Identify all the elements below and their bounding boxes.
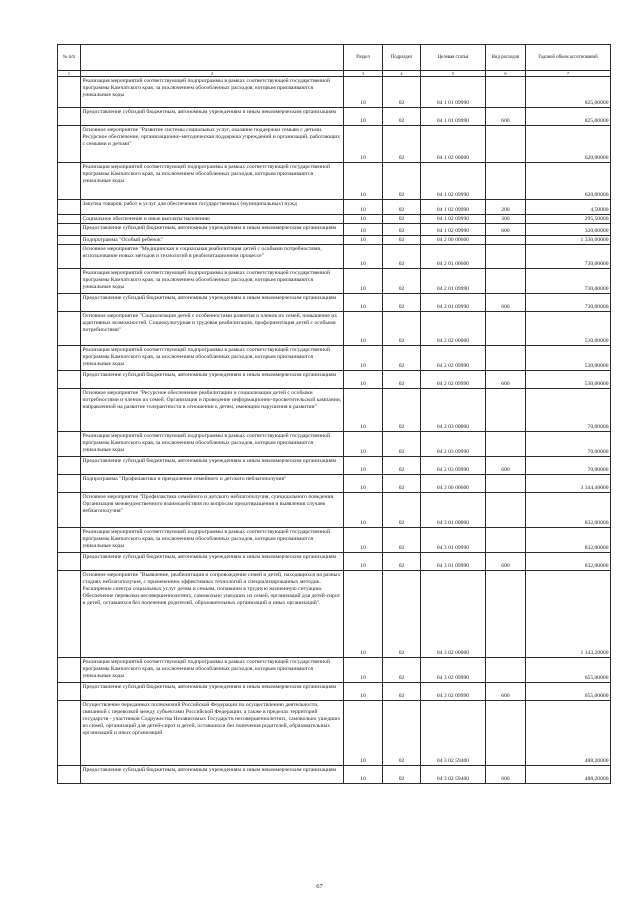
row-name-cell: Основное мероприятие "Ресурсное обеспечение реабилитации и социализации детей с особыми потребностями и членов их семей. Организация и проведение информационно-просветительской кампании, направленной на развитие толерантности в отношении к детям, имеющим нарушения в развитии" — [81, 389, 344, 432]
row-amount-cell: 832,00000 — [526, 528, 611, 553]
row-number-cell — [58, 571, 81, 658]
row-target-article-cell: 04 3 02 09990 — [421, 683, 486, 701]
row-razdel-cell: 10 — [344, 493, 383, 528]
row-name-cell: Предоставление субсидий бюджетным, автономным учреждениям и иным некоммерческим организациям — [81, 224, 344, 236]
row-number-cell — [58, 269, 81, 294]
row-name-cell: Основное мероприятие "Профилактика семейного и детского неблагополучия, суицидального поведения. Организация межведомственного взаимодействия по вопросам предотвращения и выявления случаев неблагополучия" — [81, 493, 344, 528]
row-target-article-cell: 04 3 01 09990 — [421, 553, 486, 571]
row-number-cell — [58, 389, 81, 432]
row-razdel-cell: 10 — [344, 701, 383, 766]
row-number-cell — [58, 701, 81, 766]
row-number-cell — [58, 312, 81, 346]
row-podrazdel-cell: 02 — [383, 312, 421, 346]
row-amount-cell: 655,00000 — [526, 658, 611, 683]
row-number-cell — [58, 766, 81, 784]
row-expense-type-cell — [486, 528, 526, 553]
row-expense-type-cell — [486, 77, 526, 108]
row-podrazdel-cell: 02 — [383, 571, 421, 658]
row-name-cell: Предоставление субсидий бюджетным, автономным учреждениям и иным некоммерческим организациям — [81, 294, 344, 312]
row-podrazdel-cell: 02 — [383, 294, 421, 312]
table-row — [58, 371, 611, 389]
row-razdel-cell: 10 — [344, 236, 383, 245]
row-number-cell — [58, 215, 81, 224]
table-row — [58, 312, 611, 346]
row-expense-type-cell: 600 — [486, 457, 526, 475]
row-expense-type-cell — [486, 269, 526, 294]
row-number-cell — [58, 126, 81, 163]
row-amount-cell: 730,00000 — [526, 245, 611, 269]
row-podrazdel-cell: 02 — [383, 389, 421, 432]
row-podrazdel-cell: 02 — [383, 493, 421, 528]
row-razdel-cell: 10 — [344, 766, 383, 784]
row-podrazdel-cell: 02 — [383, 658, 421, 683]
row-amount-cell: 655,00000 — [526, 683, 611, 701]
row-amount-cell: 530,00000 — [526, 371, 611, 389]
row-expense-type-cell — [486, 312, 526, 346]
row-name-cell: Социальное обеспечение и иные выплаты населению — [81, 215, 344, 224]
col-number: 3 — [344, 71, 383, 77]
row-podrazdel-cell: 02 — [383, 528, 421, 553]
row-target-article-cell: 04 3 01 09990 — [421, 528, 486, 553]
row-name-cell: Реализация мероприятий соответствующей подпрограммы в рамках соответствующей государственной программы Камчатского края, за исключением обособленных расходов, которым присваиваются уникальные коды — [81, 658, 344, 683]
row-amount-cell: 488,20000 — [526, 701, 611, 766]
table-row — [58, 346, 611, 371]
row-razdel-cell: 10 — [344, 571, 383, 658]
row-name-cell: Предоставление субсидий бюджетным, автономным учреждениям и иным некоммерческим организациям — [81, 108, 344, 126]
row-razdel-cell: 10 — [344, 77, 383, 108]
table-row — [58, 766, 611, 784]
row-target-article-cell: 04 3 02 00000 — [421, 571, 486, 658]
row-number-cell — [58, 457, 81, 475]
row-expense-type-cell: 300 — [486, 215, 526, 224]
row-podrazdel-cell: 02 — [383, 126, 421, 163]
row-amount-cell: 620,00000 — [526, 126, 611, 163]
row-name-cell: Осуществление переданных полномочий Российской Федерации по осуществлению деятельности, связанной с перевозкой между субъектами Российской Федерации, а также в пределах территорий государств - участников Содружества Независимых Государств несовершеннолетних, самовольно ушедших из семей, организаций для детей-сирот и детей, оставшихся без попечения родителей, образовательных организаций и иных организаций — [81, 701, 344, 766]
table-row — [58, 475, 611, 493]
table-row — [58, 163, 611, 200]
row-target-article-cell: 04 3 02 59400 — [421, 701, 486, 766]
row-podrazdel-cell: 02 — [383, 766, 421, 784]
table-row — [58, 493, 611, 528]
col-number: 4 — [383, 71, 421, 77]
budget-table-sheet — [57, 44, 610, 784]
row-name-cell: Реализация мероприятий соответствующей подпрограммы в рамках соответствующей государственной программы Камчатского края, за исключением обособленных расходов, которым присваиваются уникальные коды — [81, 432, 344, 457]
row-number-cell — [58, 346, 81, 371]
row-amount-cell: 488,20000 — [526, 766, 611, 784]
row-razdel-cell: 10 — [344, 389, 383, 432]
header-expense-type: Вид расходов — [486, 45, 526, 71]
row-target-article-cell: 04 1 01 09990 — [421, 108, 486, 126]
row-razdel-cell: 10 — [344, 475, 383, 493]
row-amount-cell: 295,50000 — [526, 215, 611, 224]
row-target-article-cell: 04 2 02 00000 — [421, 312, 486, 346]
row-razdel-cell: 10 — [344, 432, 383, 457]
row-expense-type-cell — [486, 245, 526, 269]
row-number-cell — [58, 658, 81, 683]
row-podrazdel-cell: 02 — [383, 215, 421, 224]
header-name — [81, 45, 344, 71]
row-amount-cell: 3 344,40000 — [526, 475, 611, 493]
row-amount-cell: 1 330,00000 — [526, 236, 611, 245]
row-name-cell: Реализация мероприятий соответствующей подпрограммы в рамках соответствующей государственной программы Камчатского края, за исключением обособленных расходов, которым присваиваются уникальные коды — [81, 528, 344, 553]
row-podrazdel-cell: 02 — [383, 475, 421, 493]
row-podrazdel-cell: 02 — [383, 346, 421, 371]
row-razdel-cell: 10 — [344, 528, 383, 553]
row-target-article-cell: 04 3 01 00000 — [421, 493, 486, 528]
row-podrazdel-cell: 02 — [383, 269, 421, 294]
row-target-article-cell: 04 2 02 09990 — [421, 371, 486, 389]
row-target-article-cell: 04 2 01 09990 — [421, 269, 486, 294]
row-name-cell: Закупка товаров, работ и услуг для обеспечения государственных (муниципальных) нужд — [81, 200, 344, 215]
row-razdel-cell: 10 — [344, 215, 383, 224]
row-target-article-cell: 04 1 02 09990 — [421, 224, 486, 236]
row-name-cell: Основное мероприятие "Социализация детей с особенностями развития и членов их семей, повышение их адаптивных возможностей. Социокультурная и трудовая реабилитация, профориентация детей с особыми потребностями" — [81, 312, 344, 346]
header-num: № п/п — [58, 45, 81, 71]
row-razdel-cell: 10 — [344, 683, 383, 701]
row-expense-type-cell — [486, 163, 526, 200]
row-razdel-cell: 10 — [344, 269, 383, 294]
row-target-article-cell: 04 2 01 09990 — [421, 294, 486, 312]
row-name-cell: Предоставление субсидий бюджетным, автономным учреждениям и иным некоммерческим организациям — [81, 371, 344, 389]
row-razdel-cell: 10 — [344, 346, 383, 371]
row-expense-type-cell — [486, 701, 526, 766]
row-razdel-cell: 10 — [344, 163, 383, 200]
row-name-cell: Подпрограмма "Профилактика и преодоление семейного и детского неблагополучия" — [81, 475, 344, 493]
table-row — [58, 701, 611, 766]
row-amount-cell: 620,00000 — [526, 163, 611, 200]
row-number-cell — [58, 108, 81, 126]
page-number: 67 — [316, 883, 323, 890]
header-podrazdel: Подраздел — [383, 45, 421, 71]
row-target-article-cell: 04 2 03 09990 — [421, 457, 486, 475]
table-row — [58, 224, 611, 236]
row-expense-type-cell: 600 — [486, 224, 526, 236]
row-amount-cell: 730,00000 — [526, 294, 611, 312]
row-podrazdel-cell: 02 — [383, 432, 421, 457]
row-target-article-cell: 04 2 03 00000 — [421, 389, 486, 432]
row-target-article-cell: 04 3 00 00000 — [421, 475, 486, 493]
row-expense-type-cell: 600 — [486, 766, 526, 784]
row-number-cell — [58, 683, 81, 701]
row-razdel-cell: 10 — [344, 312, 383, 346]
row-expense-type-cell — [486, 493, 526, 528]
row-expense-type-cell: 600 — [486, 553, 526, 571]
row-number-cell — [58, 371, 81, 389]
header-annual-volume: Годовой объем ассигнований — [526, 45, 611, 71]
row-target-article-cell: 04 2 03 09990 — [421, 432, 486, 457]
col-number: 2 — [81, 71, 344, 77]
row-target-article-cell: 04 2 01 00000 — [421, 245, 486, 269]
table-row — [58, 269, 611, 294]
row-amount-cell: 1 143,20000 — [526, 571, 611, 658]
table-row — [58, 683, 611, 701]
row-target-article-cell: 04 1 02 09990 — [421, 200, 486, 215]
row-name-cell: Основное мероприятие "Развитие системы социальных услуг, оказание поддержки семьям с детьми. Ресурсное обеспечение, организационно-методическая поддержка учреждений и организаций, работающих с семьями и детьми" — [81, 126, 344, 163]
row-target-article-cell: 04 1 02 09990 — [421, 163, 486, 200]
table-row — [58, 108, 611, 126]
row-amount-cell: 530,00000 — [526, 312, 611, 346]
table-row — [58, 245, 611, 269]
row-podrazdel-cell: 02 — [383, 77, 421, 108]
row-podrazdel-cell: 02 — [383, 457, 421, 475]
row-amount-cell: 320,00000 — [526, 224, 611, 236]
row-razdel-cell: 10 — [344, 108, 383, 126]
row-target-article-cell: 04 1 02 00000 — [421, 126, 486, 163]
row-number-cell — [58, 77, 81, 108]
row-razdel-cell: 10 — [344, 457, 383, 475]
row-podrazdel-cell: 02 — [383, 553, 421, 571]
header-row — [58, 45, 611, 71]
row-number-cell — [58, 553, 81, 571]
row-name-cell: Предоставление субсидий бюджетным, автономным учреждениям и иным некоммерческим организациям — [81, 553, 344, 571]
row-amount-cell: 825,00000 — [526, 77, 611, 108]
row-amount-cell: 70,00000 — [526, 432, 611, 457]
table-row — [58, 432, 611, 457]
row-name-cell: Основное мероприятие "Медицинская и социальная реабилитация детей с особыми потребностями, использование новых методов и технологий в реабилитационном процессе" — [81, 245, 344, 269]
row-razdel-cell: 10 — [344, 245, 383, 269]
row-expense-type-cell — [486, 126, 526, 163]
row-name-cell: Предоставление субсидий бюджетным, автономным учреждениям и иным некоммерческим организациям — [81, 766, 344, 784]
row-target-article-cell: 04 1 01 09990 — [421, 77, 486, 108]
row-number-cell — [58, 294, 81, 312]
row-name-cell: Реализация мероприятий соответствующей подпрограммы в рамках соответствующей государственной программы Камчатского края, за исключением обособленных расходов, которым присваиваются уникальные коды — [81, 77, 344, 108]
row-expense-type-cell: 600 — [486, 371, 526, 389]
row-name-cell: Реализация мероприятий соответствующей подпрограммы в рамках соответствующей государственной программы Камчатского края, за исключением обособленных расходов, которым присваиваются уникальные коды — [81, 269, 344, 294]
row-expense-type-cell: 600 — [486, 683, 526, 701]
row-target-article-cell: 04 1 02 09990 — [421, 215, 486, 224]
header-razdel: Раздел — [344, 45, 383, 71]
col-number: 1 — [58, 71, 81, 77]
row-target-article-cell: 04 2 00 00000 — [421, 236, 486, 245]
table-row — [58, 236, 611, 245]
col-number: 6 — [486, 71, 526, 77]
row-podrazdel-cell: 02 — [383, 200, 421, 215]
row-podrazdel-cell: 02 — [383, 224, 421, 236]
row-amount-cell: 530,00000 — [526, 346, 611, 371]
row-expense-type-cell — [486, 389, 526, 432]
row-number-cell — [58, 245, 81, 269]
row-podrazdel-cell: 02 — [383, 163, 421, 200]
row-target-article-cell: 04 3 02 09990 — [421, 658, 486, 683]
table-row — [58, 200, 611, 215]
row-name-cell: Предоставление субсидий бюджетным, автономным учреждениям и иным некоммерческим организациям — [81, 457, 344, 475]
row-name-cell: Предоставление субсидий бюджетным, автономным учреждениям и иным некоммерческим организациям — [81, 683, 344, 701]
row-podrazdel-cell: 02 — [383, 683, 421, 701]
row-number-cell — [58, 163, 81, 200]
row-amount-cell: 70,00000 — [526, 389, 611, 432]
row-podrazdel-cell: 02 — [383, 108, 421, 126]
table-row — [58, 457, 611, 475]
col-number: 5 — [421, 71, 486, 77]
row-name-cell: Реализация мероприятий соответствующей подпрограммы в рамках соответствующей государственной программы Камчатского края, за исключением обособленных расходов, которым присваиваются уникальные коды — [81, 346, 344, 371]
row-number-cell — [58, 493, 81, 528]
row-expense-type-cell — [486, 346, 526, 371]
row-number-cell — [58, 475, 81, 493]
table-row — [58, 389, 611, 432]
table-row — [58, 126, 611, 163]
row-target-article-cell: 04 2 02 09990 — [421, 346, 486, 371]
row-razdel-cell: 10 — [344, 126, 383, 163]
row-podrazdel-cell: 02 — [383, 245, 421, 269]
row-amount-cell: 825,00000 — [526, 108, 611, 126]
table-row — [58, 658, 611, 683]
row-razdel-cell: 10 — [344, 294, 383, 312]
row-name-cell: Реализация мероприятий соответствующей подпрограммы в рамках соответствующей государственной программы Камчатского края, за исключением обособленных расходов, которым присваиваются уникальные коды — [81, 163, 344, 200]
row-number-cell — [58, 236, 81, 245]
table-body — [58, 77, 611, 784]
row-expense-type-cell — [486, 571, 526, 658]
table-row — [58, 571, 611, 658]
row-razdel-cell: 10 — [344, 200, 383, 215]
row-expense-type-cell: 600 — [486, 294, 526, 312]
row-expense-type-cell — [486, 432, 526, 457]
row-name-cell: Основное мероприятие "Выявление, реабилитация и сопровождение семей и детей, находящихся на разных стадиях неблагополучия, с применением эффективных технологий и специализированных методик. Расширение спектра социальных услуг детям и семьям, попавшим в трудную жизненную ситуацию. Обеспечение перевозки несовершеннолетних, самовольно ушедших из семей, организаций для детей-сирот и детей, оставшихся без попечения родителей, образовательных организаций и иных организаций". — [81, 571, 344, 658]
row-number-cell — [58, 432, 81, 457]
budget-table — [57, 44, 611, 784]
row-target-article-cell: 04 3 02 59400 — [421, 766, 486, 784]
row-razdel-cell: 10 — [344, 658, 383, 683]
table-row — [58, 77, 611, 108]
row-expense-type-cell: 200 — [486, 200, 526, 215]
row-expense-type-cell — [486, 475, 526, 493]
table-row — [58, 294, 611, 312]
row-number-cell — [58, 200, 81, 215]
row-razdel-cell: 10 — [344, 553, 383, 571]
row-amount-cell: 4,50000 — [526, 200, 611, 215]
row-number-cell — [58, 224, 81, 236]
row-podrazdel-cell: 02 — [383, 371, 421, 389]
row-amount-cell: 730,00000 — [526, 269, 611, 294]
row-name-cell: Подпрограмма "Особый ребенок" — [81, 236, 344, 245]
row-expense-type-cell — [486, 658, 526, 683]
row-razdel-cell: 10 — [344, 224, 383, 236]
row-podrazdel-cell: 02 — [383, 701, 421, 766]
row-amount-cell: 832,00000 — [526, 553, 611, 571]
row-amount-cell: 70,00000 — [526, 457, 611, 475]
row-expense-type-cell — [486, 236, 526, 245]
row-expense-type-cell: 600 — [486, 108, 526, 126]
row-number-cell — [58, 528, 81, 553]
table-row — [58, 528, 611, 553]
col-number: 7 — [526, 71, 611, 77]
row-amount-cell: 832,00000 — [526, 493, 611, 528]
table-row — [58, 215, 611, 224]
row-podrazdel-cell: 02 — [383, 236, 421, 245]
header-target-article: Целевая статья — [421, 45, 486, 71]
table-row — [58, 553, 611, 571]
row-razdel-cell: 10 — [344, 371, 383, 389]
